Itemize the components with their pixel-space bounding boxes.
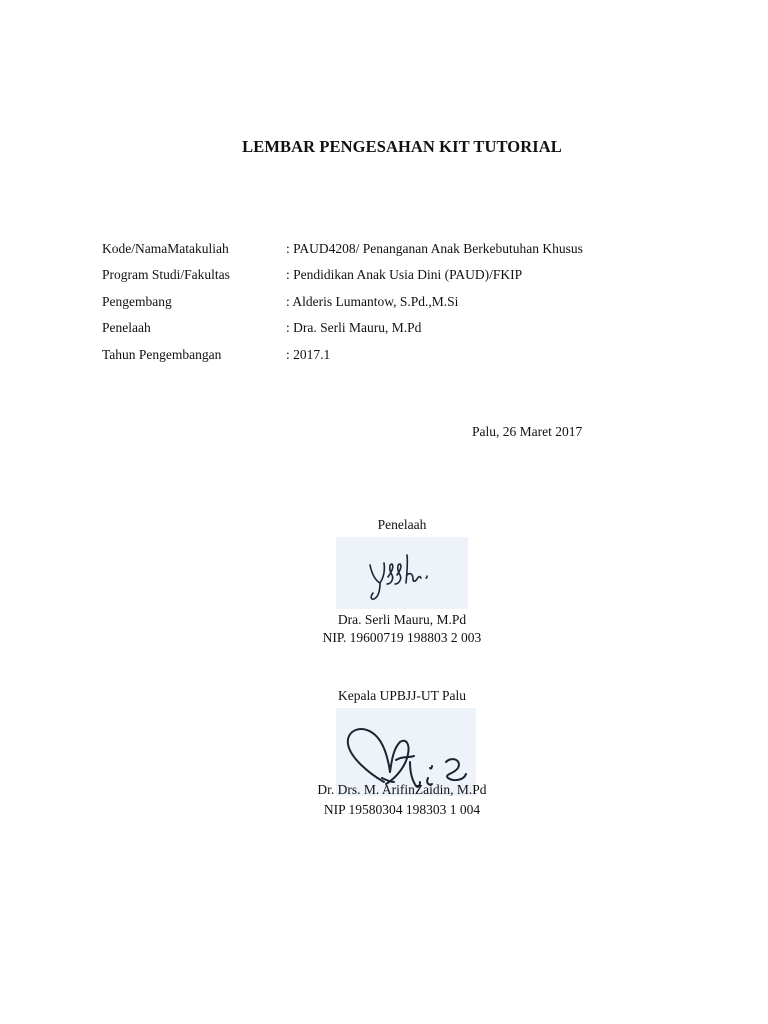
info-row-reviewer xyxy=(102,315,583,341)
info-label: Kode/NamaMatakuliah xyxy=(102,241,229,256)
info-row-course xyxy=(102,236,583,262)
info-label: Program Studi/Fakultas xyxy=(102,267,230,283)
info-row-year xyxy=(102,342,583,368)
head-role: Kepala UPBJJ-UT Palu xyxy=(338,688,466,703)
info-value: : Pendidikan Anak Usia Dini (PAUD)/FKIP xyxy=(286,267,523,283)
reviewer-signature-image xyxy=(336,537,468,609)
reviewer-nip: NIP. 19600719 198803 2 003 xyxy=(322,630,482,645)
document-title: LEMBAR PENGESAHAN KIT TUTORIAL xyxy=(242,137,562,156)
head-nip: NIP 19580304 198303 1 004 xyxy=(323,802,481,817)
info-value: : Dra. Serli Mauru, M.Pd xyxy=(286,320,422,336)
info-row-program xyxy=(102,262,583,288)
info-label: Penelaah xyxy=(102,320,151,336)
info-row-developer xyxy=(102,289,583,315)
signature-paper xyxy=(336,537,468,609)
info-table xyxy=(102,236,583,368)
info-value: : PAUD4208/ Penanganan Anak Berkebutuhan Khusus xyxy=(286,241,583,256)
reviewer-name: Dra. Serli Mauru, M.Pd xyxy=(337,612,467,627)
info-label: Tahun Pengembangan xyxy=(102,346,222,362)
info-value: : Alderis Lumantow, S.Pd.,M.Si xyxy=(286,293,459,309)
reviewer-signature xyxy=(336,537,468,609)
info-value: : 2017.1 xyxy=(286,346,331,362)
head-name: Dr. Drs. M. ArifinZaidin, M.Pd xyxy=(317,782,487,797)
reviewer-role: Penelaah xyxy=(377,517,427,532)
info-label: Pengembang xyxy=(102,293,172,309)
place-date: Palu, 26 Maret 2017 xyxy=(472,424,583,439)
